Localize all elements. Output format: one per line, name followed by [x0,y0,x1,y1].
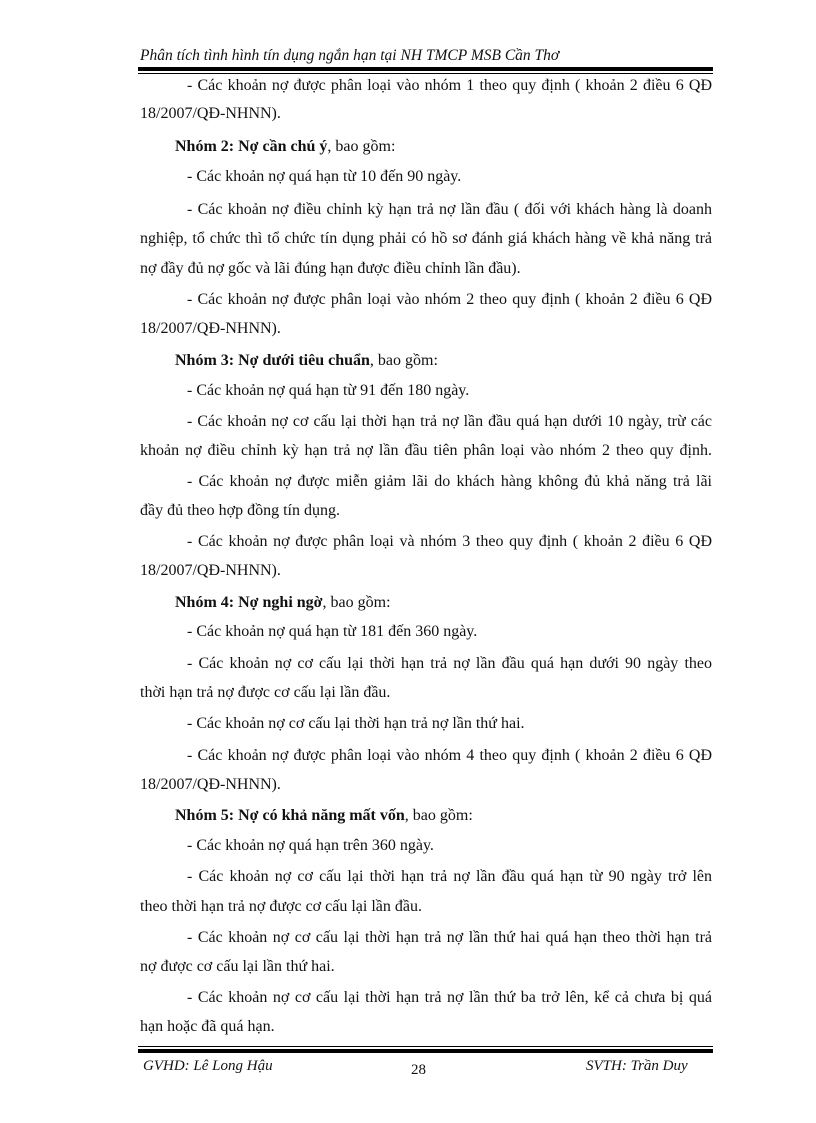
body-line: - Các khoản nợ cơ cấu lại thời hạn trả nợ lần đầu quá hạn dưới 10 ngày, trừ các [187,413,712,430]
group-heading [175,591,712,615]
running-header-title: Phân tích tình hình tín dụng ngắn hạn tại NH TMCP MSB Cần Thơ [140,47,560,64]
group-heading-suffix: , bao gồm: [404,807,473,824]
group-heading-suffix: , bao gồm: [369,352,438,369]
group-heading-suffix: , bao gồm: [327,138,396,155]
body-line: khoản nợ điều chỉnh kỳ hạn trả nợ lần đầu tiên phân loại vào nhóm 2 theo quy định. [140,442,712,459]
body-line: theo thời hạn trả nợ được cơ cấu lại lần đầu. [140,898,422,915]
body-line: nợ được cơ cấu lại lần thứ hai. [140,958,335,975]
body-line: - Các khoản nợ cơ cấu lại thời hạn trả nợ lần thứ hai. [187,715,525,732]
body-line: - Các khoản nợ được phân loại và nhóm 3 theo quy định ( khoản 2 điều 6 QĐ [187,533,712,550]
body-line: - Các khoản nợ được phân loại vào nhóm 2 theo quy định ( khoản 2 điều 6 QĐ [187,291,712,308]
body-line: nghiệp, tổ chức thì tổ chức tín dụng phải có hồ sơ đánh giá khách hàng về khả năng trả [140,230,712,247]
body-line: - Các khoản nợ cơ cấu lại thời hạn trả nợ lần đầu quá hạn từ 90 ngày trở lên [187,868,712,885]
body-line: đầy đủ theo hợp đồng tín dụng. [140,502,340,519]
group-heading-title: Nhóm 4: Nợ nghi ngờ [175,594,323,611]
body-line: thời hạn trả nợ được cơ cấu lại lần đầu. [140,684,391,701]
body-line: nợ đầy đủ nợ gốc và lãi đúng hạn được điều chỉnh lần đầu). [140,260,521,277]
group-heading-title: Nhóm 5: Nợ có khả năng mất vốn [175,807,405,824]
body-line: - Các khoản nợ được phân loại vào nhóm 4 theo quy định ( khoản 2 điều 6 QĐ [187,747,712,764]
body-line: - Các khoản nợ quá hạn từ 91 đến 180 ngày. [187,382,470,399]
body-line: 18/2007/QĐ-NHNN). [140,776,281,793]
group-heading-title: Nhóm 2: Nợ cần chú ý [175,138,328,155]
group-heading [175,135,712,159]
footer-rule-thick [138,1049,713,1053]
body-line: - Các khoản nợ cơ cấu lại thời hạn trả nợ lần thứ ba trở lên, kể cả chưa bị quá [187,989,712,1006]
group-heading-suffix: , bao gồm: [322,594,391,611]
body-line: - Các khoản nợ quá hạn từ 10 đến 90 ngày. [187,168,462,185]
group-heading-title: Nhóm 3: Nợ dưới tiêu chuẩn [175,352,370,369]
body-line: - Các khoản nợ cơ cấu lại thời hạn trả nợ lần thứ hai quá hạn theo thời hạn trả [187,929,712,946]
body-line: - Các khoản nợ được phân loại vào nhóm 1 theo quy định ( khoản 2 điều 6 QĐ [187,77,712,94]
footer-advisor: GVHD: Lê Long Hậu [143,1058,273,1074]
body-line: - Các khoản nợ điều chỉnh kỳ hạn trả nợ lần đầu ( đối với khách hàng là doanh [187,201,712,218]
body-line: hạn hoặc đã quá hạn. [140,1018,275,1035]
footer-rule-thin [138,1046,713,1047]
group-heading [175,804,712,828]
body-line: 18/2007/QĐ-NHNN). [140,320,281,337]
header-rule-thick [138,67,713,71]
body-line: - Các khoản nợ quá hạn từ 181 đến 360 ngày. [187,623,478,640]
body-line: 18/2007/QĐ-NHNN). [140,562,281,579]
body-line: - Các khoản nợ quá hạn trên 360 ngày. [187,837,434,854]
body-line: - Các khoản nợ được miễn giảm lãi do khách hàng không đủ khả năng trả lãi [187,473,712,490]
page-number: 28 [411,1062,426,1078]
group-heading [175,349,712,373]
body-line: 18/2007/QĐ-NHNN). [140,105,281,122]
body-line: - Các khoản nợ cơ cấu lại thời hạn trả nợ lần đầu quá hạn dưới 90 ngày theo [187,655,712,672]
footer-student: SVTH: Trần Duy [586,1058,688,1074]
